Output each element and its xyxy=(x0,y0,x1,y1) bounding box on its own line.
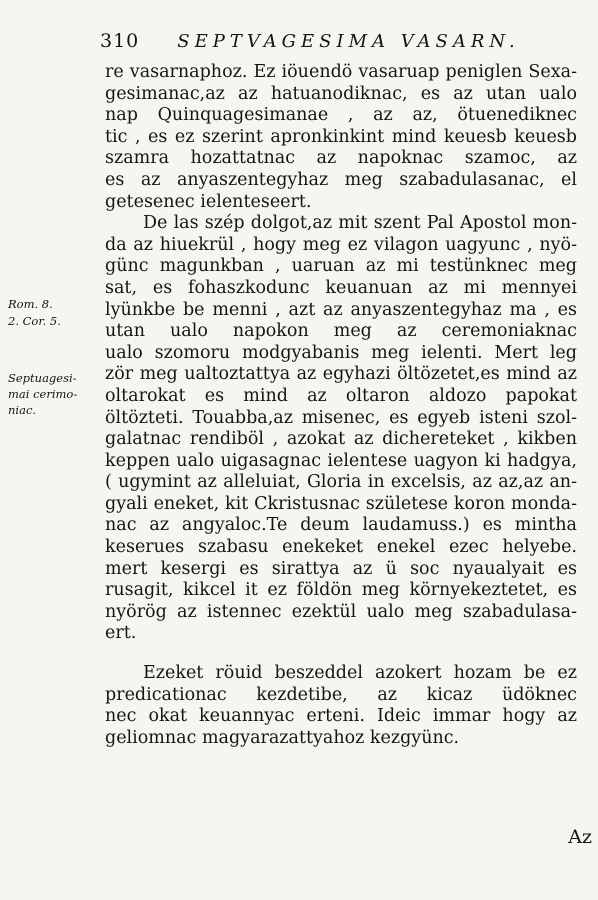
text-line: ualo szomoru modgyabanis meg ielenti. Mert leg xyxy=(105,342,577,363)
text-line: rusagit, kikcel it ez földön meg környekeztetet, es xyxy=(105,580,577,601)
text-line: mert kesergi es sirattya az ü soc nyaualyait es xyxy=(105,558,577,579)
margin-subject-line: Septuagesi- xyxy=(8,371,77,385)
text-line: utan ualo napokon meg az ceremoniaknac xyxy=(105,321,577,342)
text-line: Ezeket röuid beszeddel azokert hozam be ez xyxy=(143,663,577,684)
text-line: nec okat keuannyac erteni. Ideic immar hogy az xyxy=(105,706,577,727)
text-line: geliomnac magyarazattyahoz kezgyünc. xyxy=(105,727,460,748)
text-line: tic , es ez szerint apronkinkint mind keuesb keuesb xyxy=(105,126,577,147)
text-line: nac az angyaloc.Te deum laudamuss.) es mintha xyxy=(105,515,577,536)
margin-reference: Rom. 8. xyxy=(8,297,53,311)
text-line: oltarokat es mind az oltaron aldozo papokat xyxy=(105,385,577,406)
text-line: nyörög az istennec ezektül ualo meg szabadulasa- xyxy=(105,601,577,622)
text-line: keppen ualo uigasagnac ielentese uagyon ki hadgya, xyxy=(105,450,577,471)
text-line: ( ugymint az alleluiat, Gloria in excelsis, az az,az an- xyxy=(105,472,577,493)
text-line: gyali eneket, kit Ckristusnac születese koron monda- xyxy=(105,493,577,514)
text-line: öltözteti. Touabba,az misenec, es egyeb isteni szol- xyxy=(105,407,577,428)
text-line: re vasarnaphoz. Ez iöuendö vasaruap peniglen Sexa- xyxy=(105,62,577,82)
text-line: günc magunkban , uaruan az mi testünknec meg xyxy=(105,256,577,277)
text-line: galatnac rendiböl , azokat az dichereteket , kikben xyxy=(105,429,577,450)
margin-reference: 2. Cor. 5. xyxy=(8,314,61,328)
text-line: predicationac kezdetibe, az kicaz üdöknec xyxy=(105,684,577,705)
text-line: szamra hozattatnac az napoknac szamoc, az xyxy=(105,148,577,169)
margin-note-references xyxy=(8,296,61,330)
paragraph-1 xyxy=(105,62,577,213)
margin-subject-line: mai cerimo- xyxy=(8,387,78,401)
text-line: ert. xyxy=(105,623,137,644)
text-line: lyünkbe be menni , azt az anyaszentegyhaz ma , es xyxy=(105,299,577,320)
text-line: es az anyaszentegyhaz meg szabadulasanac, el xyxy=(105,169,577,190)
running-head xyxy=(100,30,570,58)
text-line: getesenec ielenteseert. xyxy=(105,191,312,212)
text-line: nap Quinquagesimanae , az az, ötuenediknec xyxy=(105,105,577,126)
margin-note-subject xyxy=(8,370,77,418)
page-number: 310 xyxy=(100,30,140,52)
text-line: gesimanac,az az hatuanodiknac, es az utan ualo xyxy=(105,83,577,104)
text-line: zör meg ualtoztattya az egyhazi öltözetet,es mind az xyxy=(105,364,577,385)
catchword: Az xyxy=(568,826,592,848)
paragraph-3 xyxy=(105,663,577,749)
text-line: sat, es fohaszkodunc keuanuan az mi mennyei xyxy=(105,277,577,298)
text-line: De las szép dolgot,az mit szent Pal Apostol mon- xyxy=(143,213,577,234)
text-line: keserues szabasu enekeket enekel ezec helyebe. xyxy=(105,537,577,558)
text-line: da az hiuekrül , hogy meg ez vilagon uagyunc , nyö- xyxy=(105,234,577,255)
margin-subject-line: niac. xyxy=(8,403,37,417)
paragraph-gap xyxy=(105,645,577,663)
running-title: SEPTVAGESIMA VASARN. xyxy=(177,31,520,52)
body-text xyxy=(105,62,577,749)
paragraph-2 xyxy=(105,213,577,645)
